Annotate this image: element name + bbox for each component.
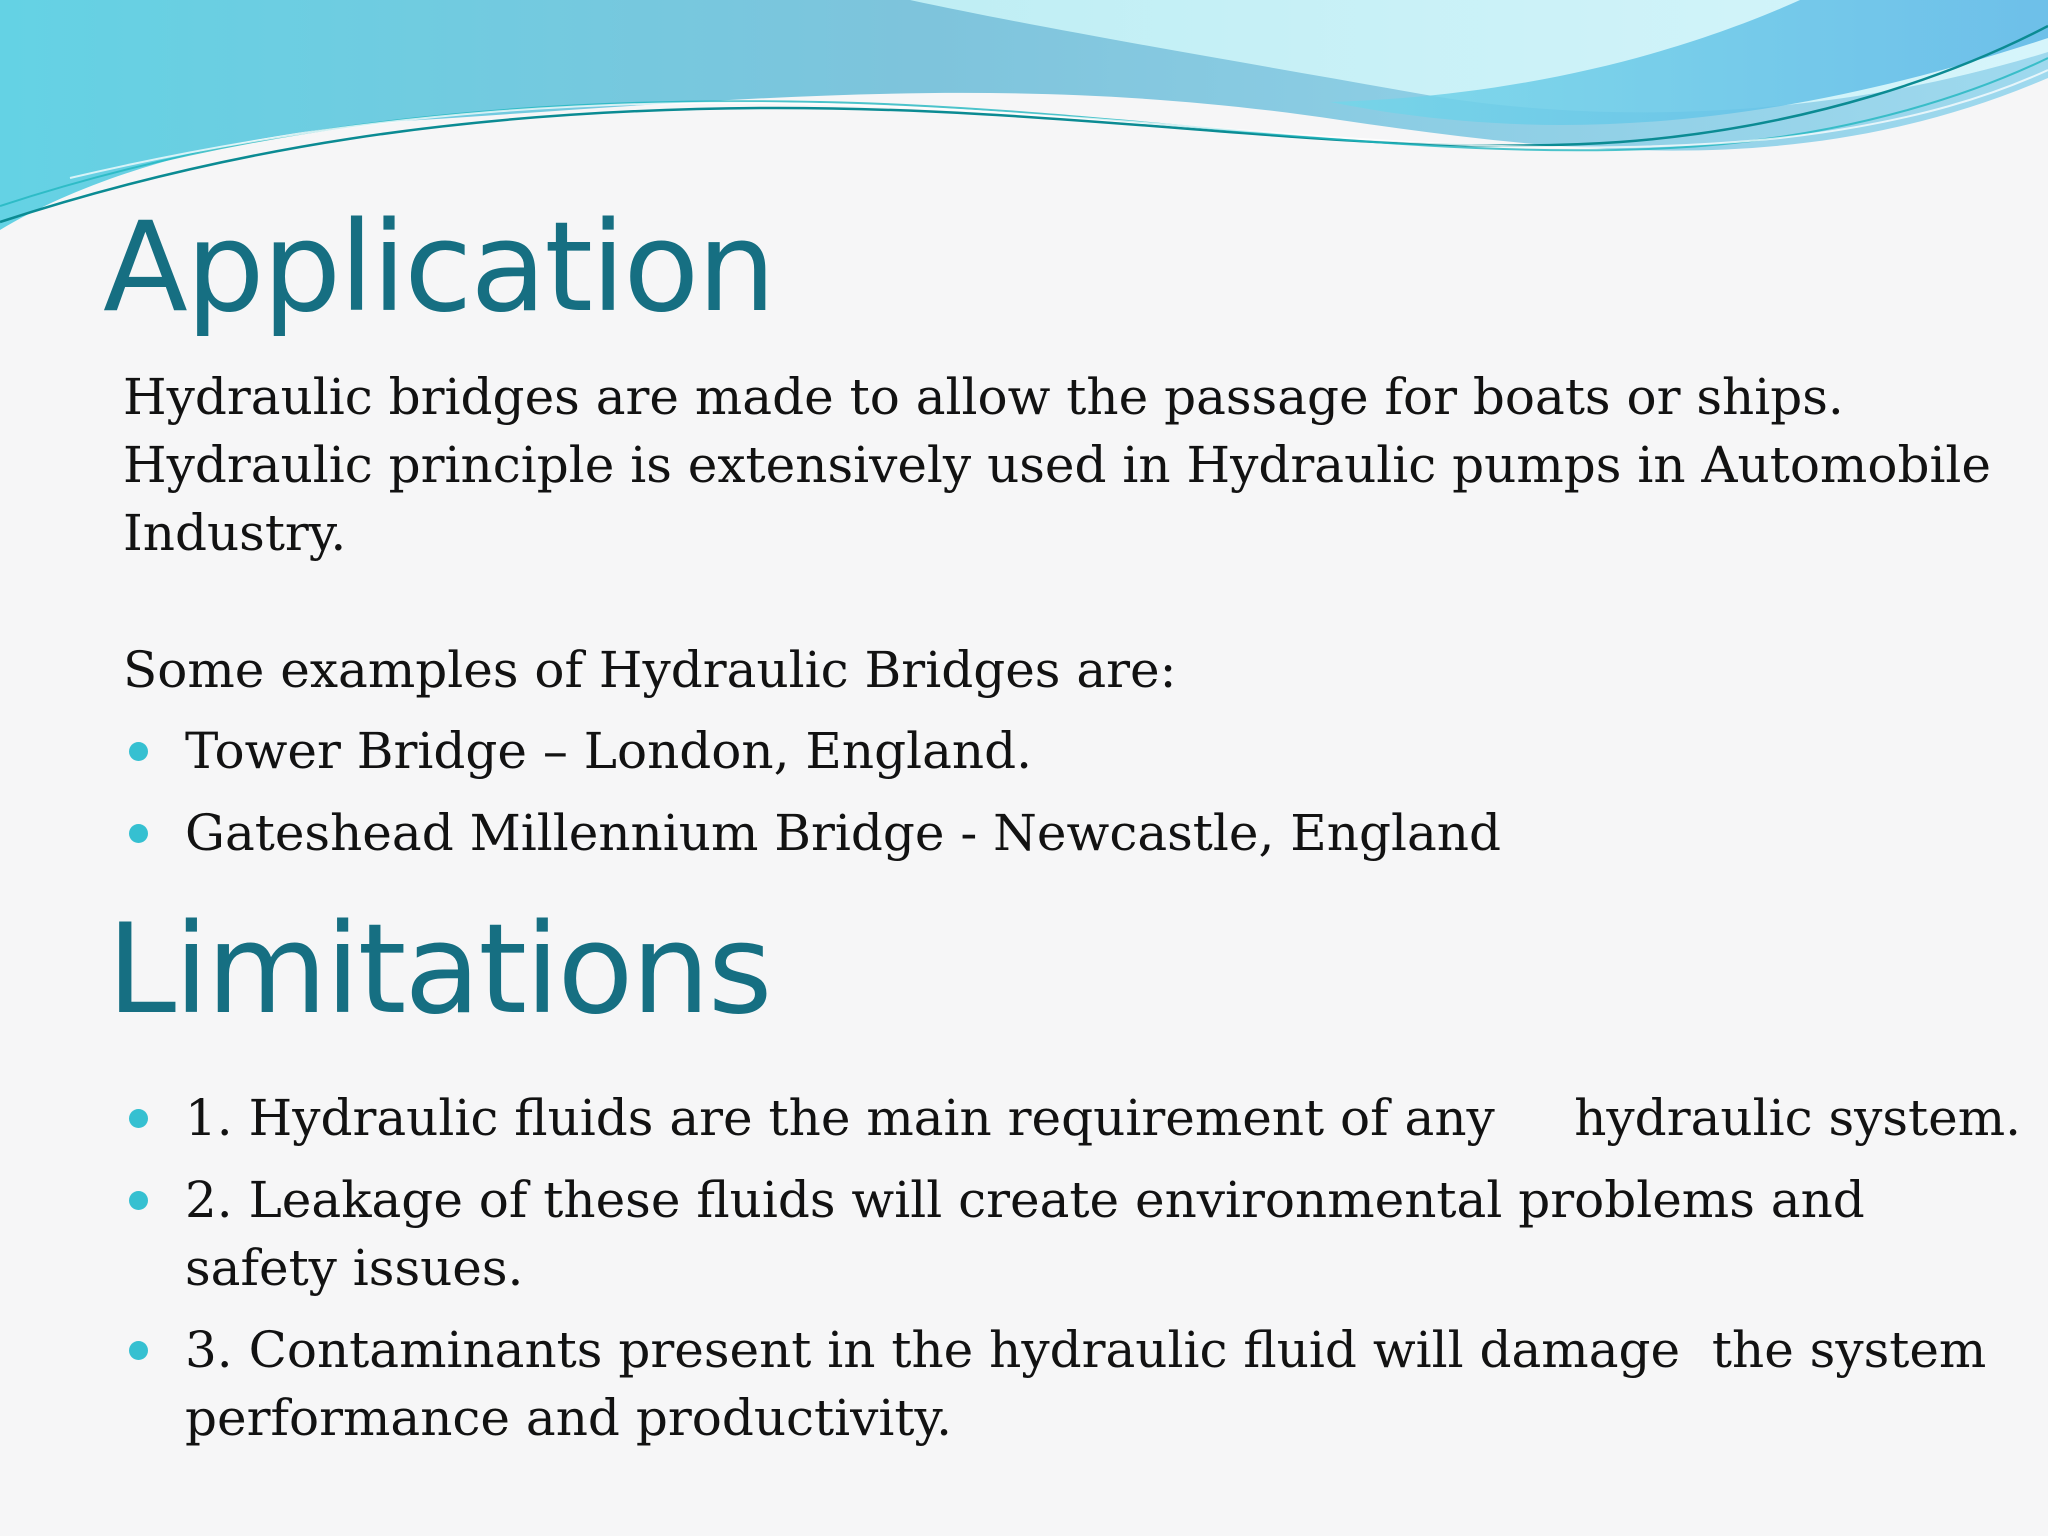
limitation-line: safety issues. xyxy=(185,1239,524,1297)
bullet-icon xyxy=(129,824,148,843)
application-paragraph-line: Hydraulic bridges are made to allow the passage for boats or ships. xyxy=(123,368,1844,426)
limitation-line: 3. Contaminants present in the hydraulic fluid will damage the system xyxy=(185,1321,1987,1379)
page-title-application: Application xyxy=(103,196,774,340)
limitation-text xyxy=(185,1084,2022,1152)
application-paragraph-line: Industry. xyxy=(123,504,347,562)
limitation-line: 2. Leakage of these fluids will create environmental problems and xyxy=(185,1171,1865,1229)
list-item-text: Tower Bridge – London, England. xyxy=(185,722,1032,780)
bullet-icon xyxy=(129,1341,148,1360)
limitation-line: 1. Hydraulic fluids are the main requirement of any hydraulic system. xyxy=(185,1089,2022,1147)
limitation-line: performance and productivity. xyxy=(185,1389,952,1447)
list-item-text: Gateshead Millennium Bridge - Newcastle, England xyxy=(185,804,1501,862)
page-title-limitations: Limitations xyxy=(107,898,771,1042)
bullet-icon xyxy=(129,1191,148,1210)
application-paragraph-line: Hydraulic principle is extensively used in Hydraulic pumps in Automobile xyxy=(123,436,1992,494)
limitation-text xyxy=(185,1316,2005,1452)
examples-intro-text: Some examples of Hydraulic Bridges are: xyxy=(123,641,1177,699)
bullet-icon xyxy=(129,742,148,761)
bullet-icon xyxy=(129,1109,148,1128)
limitation-text xyxy=(185,1166,2005,1302)
